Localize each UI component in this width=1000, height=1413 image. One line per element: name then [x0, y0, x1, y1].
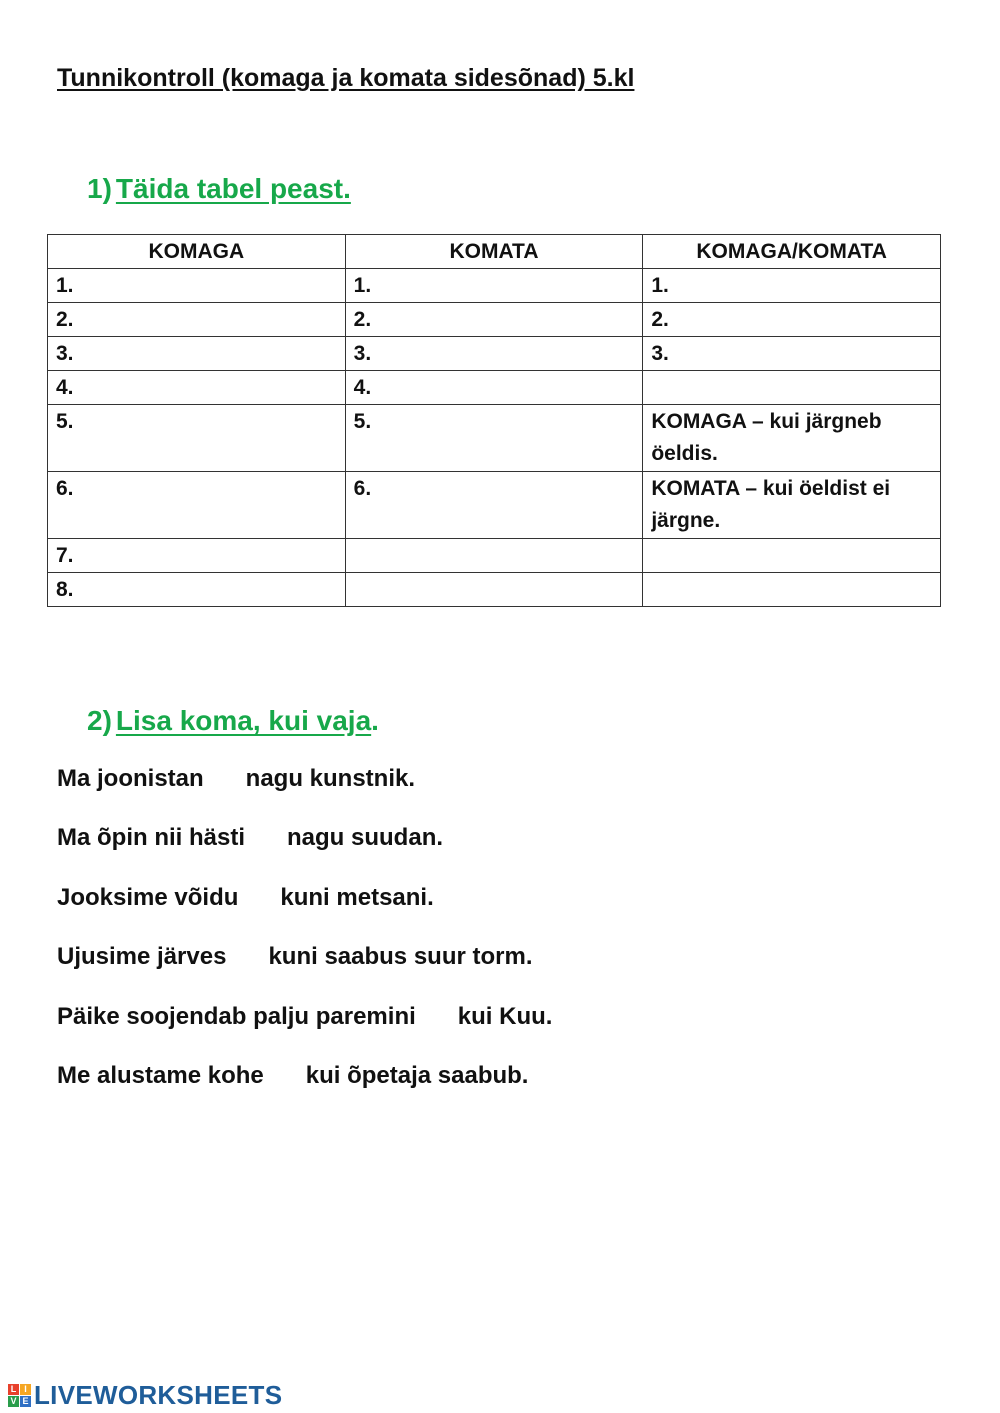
list-item [57, 824, 552, 883]
table-cell[interactable]: 3. [48, 337, 346, 371]
table-row [48, 337, 941, 371]
list-item [57, 765, 552, 824]
fill-in-table [47, 234, 941, 607]
table-cell[interactable]: 2. [345, 303, 643, 337]
rule-note-komaga: KOMAGA – kui järgneb öeldis. [643, 405, 941, 472]
sentence-start: Ma joonistan [57, 765, 204, 792]
sentence-end: kui Kuu. [457, 1002, 553, 1030]
table-cell [643, 573, 941, 607]
section-2-text: Lisa koma, kui vaja [115, 705, 372, 736]
table-cell[interactable]: 1. [345, 269, 643, 303]
sentence-end: kuni metsani. [280, 883, 434, 911]
sentence-start: Päike soojendab palju paremini [57, 1002, 416, 1030]
logo-text: LIVEWORKSHEETS [34, 1379, 283, 1410]
logo-mark-icon [8, 1384, 31, 1407]
table-cell[interactable]: 7. [48, 539, 346, 573]
list-item [57, 1062, 552, 1121]
logo-mark-tile: L [8, 1384, 19, 1395]
table-cell[interactable]: 2. [48, 303, 346, 337]
column-header-komaga: KOMAGA [48, 235, 346, 269]
table-row [48, 573, 941, 607]
section-1-text: Täida tabel peast. [115, 173, 351, 204]
table-cell[interactable]: 5. [48, 405, 346, 472]
table-cell [643, 371, 941, 405]
section-1-heading [87, 173, 351, 205]
table-cell[interactable]: 4. [48, 371, 346, 405]
sentence-end: nagu suudan. [287, 824, 444, 852]
section-1-number: 1) [87, 173, 112, 204]
column-header-komaga-komata: KOMAGA/KOMATA [643, 235, 941, 269]
sentence-start: Ujusime järves [57, 943, 227, 971]
table-cell[interactable]: 1. [48, 269, 346, 303]
table-row [48, 303, 941, 337]
sentence-end: kui õpetaja saabub. [305, 1061, 529, 1089]
column-header-komata: KOMATA [345, 235, 643, 269]
section-2-period: . [371, 705, 379, 736]
list-item [57, 1003, 552, 1062]
section-2-heading [87, 705, 379, 737]
table-cell[interactable]: 3. [345, 337, 643, 371]
sentence-start: Me alustame kohe [57, 1061, 264, 1089]
sentence-start: Jooksime võidu [57, 883, 239, 911]
table-cell[interactable]: 4. [345, 371, 643, 405]
liveworksheets-logo [8, 1380, 282, 1410]
sentence-end: kuni saabus suur torm. [268, 943, 533, 971]
logo-mark-tile: I [20, 1384, 31, 1395]
table-cell[interactable]: 2. [643, 303, 941, 337]
page-title: Tunnikontroll (komaga ja komata sidesõnad) 5.kl [57, 64, 635, 92]
table-row [48, 405, 941, 472]
table-cell[interactable]: 8. [48, 573, 346, 607]
table-row [48, 371, 941, 405]
table-cell [345, 573, 643, 607]
list-item [57, 884, 552, 943]
logo-mark-tile: E [20, 1396, 31, 1407]
list-item [57, 943, 552, 1002]
sentence-start: Ma õpin nii hästi [57, 824, 246, 852]
table-cell[interactable]: 5. [345, 405, 643, 472]
table-cell[interactable]: 1. [643, 269, 941, 303]
table-cell [345, 539, 643, 573]
table-row [48, 539, 941, 573]
logo-mark-tile: V [8, 1396, 19, 1407]
table-cell[interactable]: 6. [345, 472, 643, 539]
table-cell[interactable]: 3. [643, 337, 941, 371]
sentence-list [57, 765, 552, 1121]
table-header-row [48, 235, 941, 269]
rule-note-komata: KOMATA – kui öeldist ei järgne. [643, 472, 941, 539]
table-row [48, 269, 941, 303]
section-2-number: 2) [87, 705, 112, 736]
sentence-end: nagu kunstnik. [245, 765, 416, 792]
table-row [48, 472, 941, 539]
table-cell [643, 539, 941, 573]
table-cell[interactable]: 6. [48, 472, 346, 539]
